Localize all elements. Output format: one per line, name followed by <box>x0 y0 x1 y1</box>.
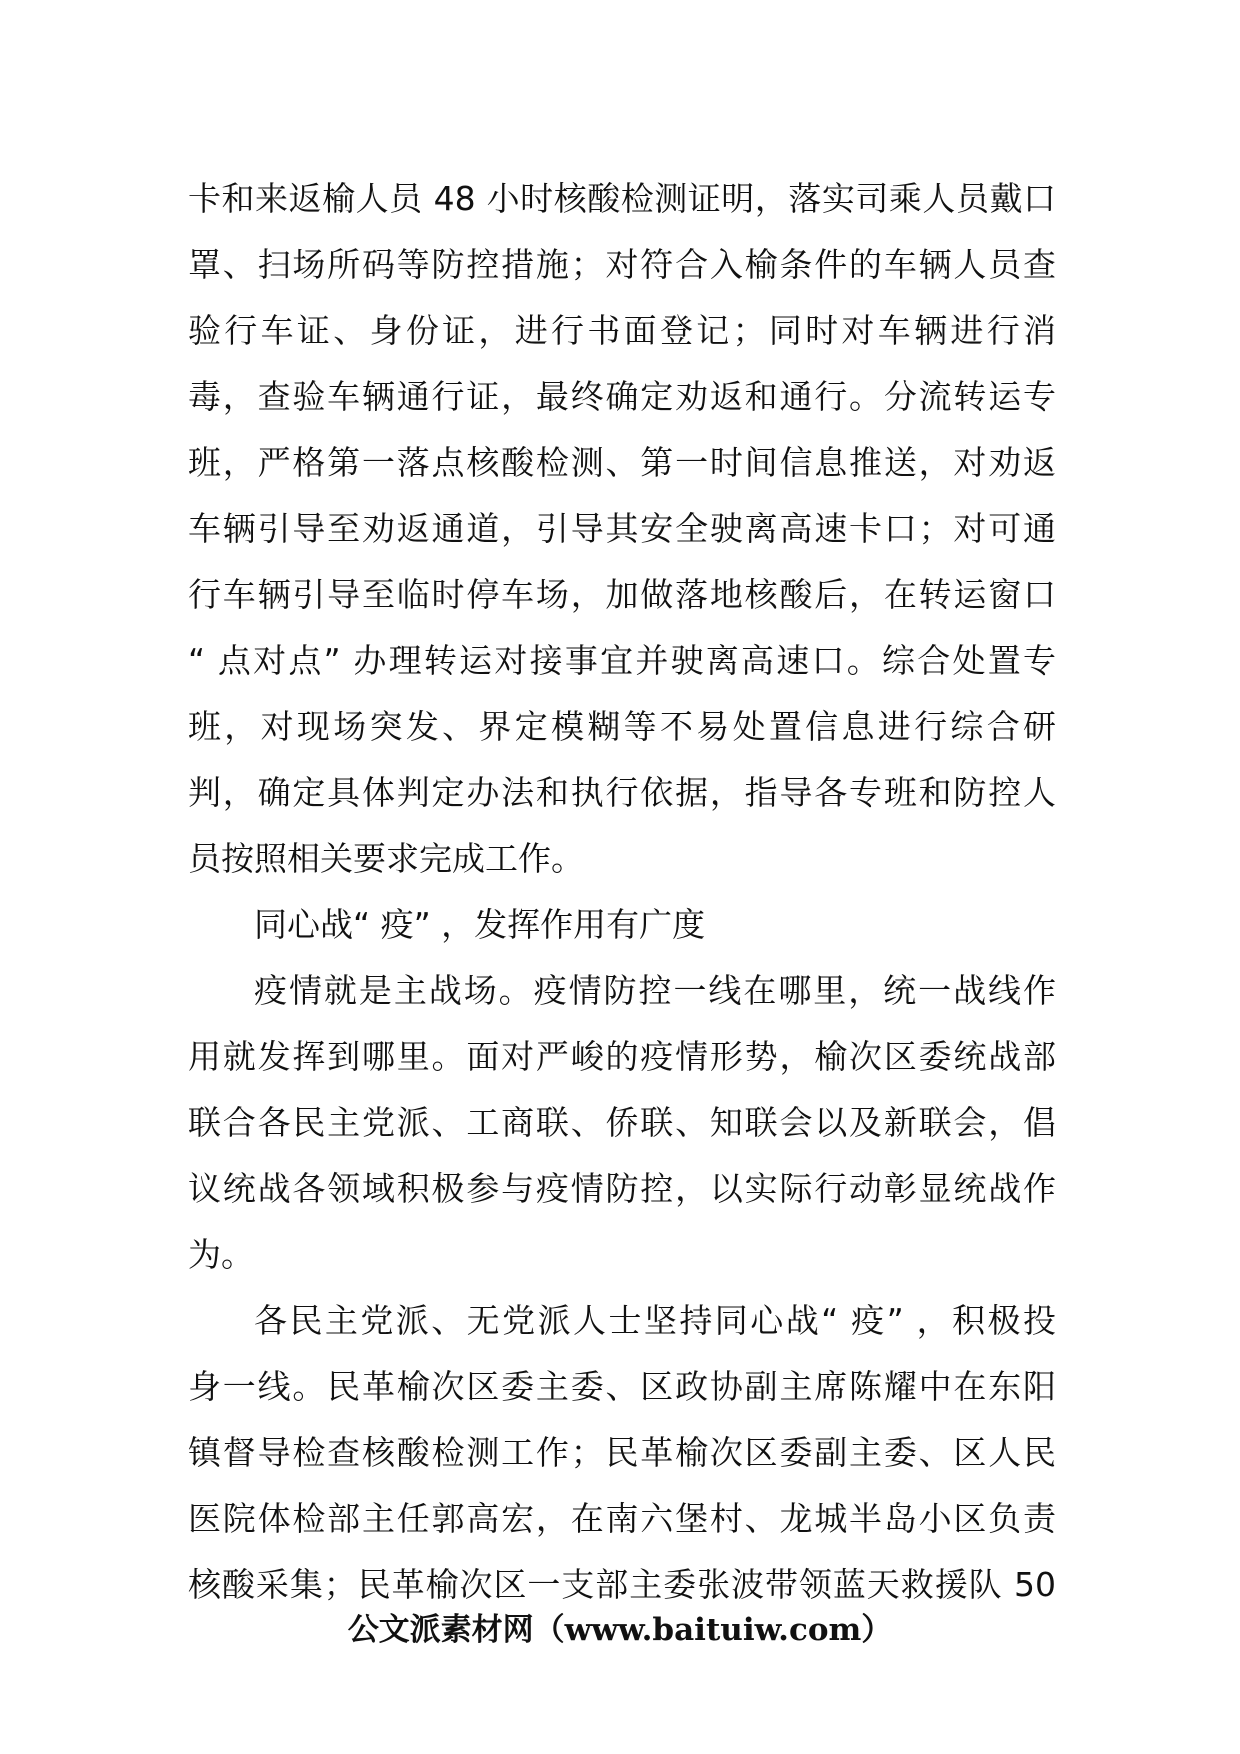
paragraph-line: 联合各民主党派、工商联、侨联、知联会以及新联会，倡 <box>188 1103 1056 1142</box>
paragraph-line: 员按照相关要求完成工作。 <box>188 839 584 878</box>
paragraph-line: 班，对现场突发、界定模糊等不易处置信息进行综合研 <box>188 707 1056 746</box>
paragraph-line: 医院体检部主任郭高宏，在南六堡村、龙城半岛小区负责 <box>188 1499 1056 1538</box>
paragraph-line: 卡和来返榆人员 48 小时核酸检测证明，落实司乘人员戴口 <box>188 179 1056 218</box>
paragraph-line: 议统战各领域积极参与疫情防控，以实际行动彰显统战作 <box>188 1169 1056 1208</box>
paragraph-line: 为。 <box>188 1235 254 1274</box>
paragraph-line: “ 点对点” 办理转运对接事宜并驶离高速口。综合处置专 <box>188 641 1056 680</box>
paragraph-line: 验行车证、身份证，进行书面登记；同时对车辆进行消 <box>188 311 1056 350</box>
paragraph-line: 核酸采集；民革榆次区一支部主委张波带领蓝天救援队 50 <box>188 1565 1056 1604</box>
footer-watermark: 公文派素材网（www.baituiw.com） <box>347 1612 893 1648</box>
paragraph-line: 用就发挥到哪里。面对严峻的疫情形势，榆次区委统战部 <box>188 1037 1056 1076</box>
document-body <box>188 166 1056 1618</box>
paragraph-line: 各民主党派、无党派人士坚持同心战“ 疫” ，积极投 <box>254 1301 1056 1340</box>
paragraph-line: 班，严格第一落点核酸检测、第一时间信息推送，对劝返 <box>188 443 1056 482</box>
paragraph-line: 罩、扫场所码等防控措施；对符合入榆条件的车辆人员查 <box>188 245 1056 284</box>
paragraph-line: 行车辆引导至临时停车场，加做落地核酸后，在转运窗口 <box>188 575 1056 614</box>
section-heading: 同心战“ 疫” ，发挥作用有广度 <box>254 905 706 944</box>
paragraph-line: 疫情就是主战场。疫情防控一线在哪里，统一战线作 <box>254 971 1056 1010</box>
paragraph-line: 镇督导检查核酸检测工作；民革榆次区委副主委、区人民 <box>188 1433 1056 1472</box>
paragraph-line: 身一线。民革榆次区委主委、区政协副主席陈耀中在东阳 <box>188 1367 1056 1406</box>
paragraph-line: 判，确定具体判定办法和执行依据，指导各专班和防控人 <box>188 773 1056 812</box>
paragraph-line: 车辆引导至劝返通道，引导其安全驶离高速卡口；对可通 <box>188 509 1056 548</box>
paragraph-line: 毒，查验车辆通行证，最终确定劝返和通行。分流转运专 <box>188 377 1056 416</box>
